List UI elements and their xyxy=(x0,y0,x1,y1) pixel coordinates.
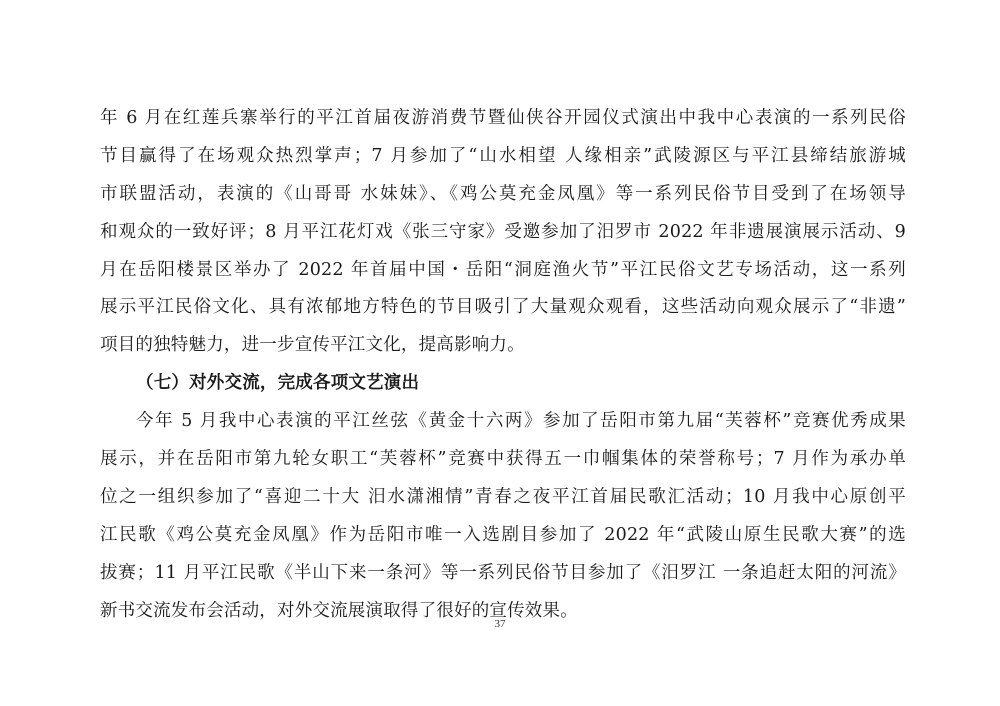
paragraph-1-line-4: 和观众的一致好评；8 月平江花灯戏《张三守家》受邀参加了汨罗市 2022 年非遗展演展示活动、9 xyxy=(100,221,906,242)
paragraph-1-line-1: 年 6 月在红莲兵寨举行的平江首届夜游消费节暨仙侠谷开园仪式演出中我中心表演的一系列民俗 xyxy=(100,108,906,128)
paragraph-2-line-4: 江民歌《鸡公莫充金凤凰》作为岳阳市唯一入选剧目参加了 2022 年“武陵山原生民歌大赛”的选 xyxy=(100,524,906,545)
paragraph-2-line-3: 位之一组织参加了“喜迎二十大 汨水潇湘情”青春之夜平江首届民歌汇活动；10 月我中心原创平 xyxy=(100,486,906,507)
page-number: 37 xyxy=(494,618,506,630)
paragraph-1-line-6: 展示平江民俗文化、具有浓郁地方特色的节目吸引了大量观众观看，这些活动向观众展示了“非遗” xyxy=(100,297,906,318)
paragraph-1-line-2: 节目赢得了在场观众热烈掌声；7 月参加了“山水相望 人缘相亲”武陵源区与平江县缔结旅游城 xyxy=(100,145,906,166)
paragraph-2-line-6: 新书交流发布会活动，对外交流展演取得了很好的宣传效果。 xyxy=(100,600,578,621)
section-heading: （七）对外交流，完成各项文艺演出 xyxy=(136,373,420,394)
paragraph-1-line-7: 项目的独特魅力，进一步宣传平江文化，提高影响力。 xyxy=(100,335,525,356)
body-text xyxy=(100,100,906,630)
paragraph-2-line-1: 今年 5 月我中心表演的平江丝弦《黄金十六两》参加了岳阳市第九届“芙蓉杯”竞赛优秀成果 xyxy=(136,411,906,432)
paragraph-1-line-5: 月在岳阳楼景区举办了 2022 年首届中国・岳阳“洞庭渔火节”平江民俗文艺专场活动，这一系列 xyxy=(100,259,906,280)
paragraph-2-line-5: 拔赛；11 月平江民歌《半山下来一条河》等一系列民俗节目参加了《汨罗江 一条追赶太阳的河流》 xyxy=(100,562,906,583)
paragraph-2-line-2: 展示，并在岳阳市第九轮女职工“芙蓉杯”竞赛中获得五一巾帼集体的荣誉称号；7 月作为承办单 xyxy=(100,449,906,470)
paragraph-1-line-3: 市联盟活动，表演的《山哥哥 水妹妹》、《鸡公莫充金凤凰》等一系列民俗节目受到了在场领导 xyxy=(100,183,906,204)
